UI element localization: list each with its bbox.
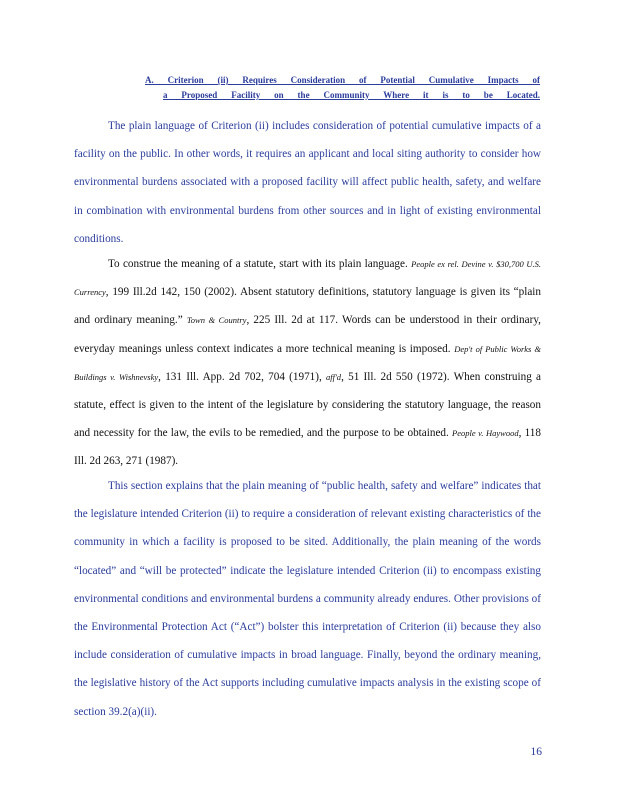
page-number: 16 <box>530 746 542 758</box>
section-heading-text-2: a Proposed Facility on the Community Where it is to be Located. <box>163 90 540 100</box>
paragraph-2-text-1: To construe the meaning of a statute, start with its plain language. <box>108 258 412 270</box>
paragraph-2-text-4: , 131 Ill. App. 2d 702, 704 (1971), <box>158 370 327 383</box>
section-heading-text-1: A. Criterion (ii) Requires Consideration of Potential Cumulative Impacts of <box>145 75 540 85</box>
paragraph-2-text-3: , 225 Ill. 2d at 117. Words can be understood in their ordinary, everyday meanings unless context indicates a more technical meaning is imposed. <box>74 314 541 355</box>
citation-wishnevsky: Dep't of Public Works & Buildings v. Wishnevsky <box>74 343 541 382</box>
paragraph-3 <box>74 472 541 726</box>
citation-people-haywood: People v. Haywood <box>452 428 519 439</box>
paragraph-2-text-5: , 51 Ill. 2d 550 (1972). When construing a statute, effect is given to the intent of the legislature by considering the statutory language, the reason and necessity for the law, the evils to be remedied, and the purpose to be obtained. <box>74 370 541 440</box>
paragraph-2-text-6: , 118 Ill. 2d 263, 271 (1987). <box>74 427 541 468</box>
paragraph-1-text: The plain language of Criterion (ii) includes consideration of potential cumulative impacts of a facility on the public. In other words, it requires an applicant and local siting authority to consider how environmental burdens associated with a proposed facility will affect public health, safety, and welfare in combination with environmental burdens from other sources and in light of existing environmental conditions. <box>74 120 541 245</box>
citation-town-country: Town & Country <box>186 315 247 326</box>
paragraph-1 <box>74 112 541 253</box>
paragraph-2 <box>74 250 541 476</box>
section-heading-line-2 <box>163 88 540 103</box>
paragraph-3-text: This section explains that the plain meaning of “public health, safety and welfare” indicates that the legislature intended Criterion (ii) to require a consideration of relevant existing characteristics of the community in which a facility is proposed to be sited. Additionally, the plain meaning of the words “located” and “will be protected” indicate the legislature intended Criterion (ii) to encompass existing environmental conditions and environmental burdens a community already endures. Other provisions of the Environmental Protection Act (“Act”) bolster this interpretation of Criterion (ii) because they also include consideration of cumulative impacts in broad language. Finally, beyond the ordinary meaning, the legislative history of the Act supports including cumulative impacts analysis in the existing scope of section 39.2(a)(ii). <box>74 480 541 718</box>
section-heading-line-1 <box>145 73 540 88</box>
citation-affd: aff'd <box>326 371 342 382</box>
citation-people-devine: People ex rel. Devine v. $30,700 U.S. Currency <box>74 259 541 298</box>
paragraph-2-text-2: , 199 Ill.2d 142, 150 (2002). Absent statutory definitions, statutory language is given its “plain and ordinary meaning.” <box>74 286 541 327</box>
